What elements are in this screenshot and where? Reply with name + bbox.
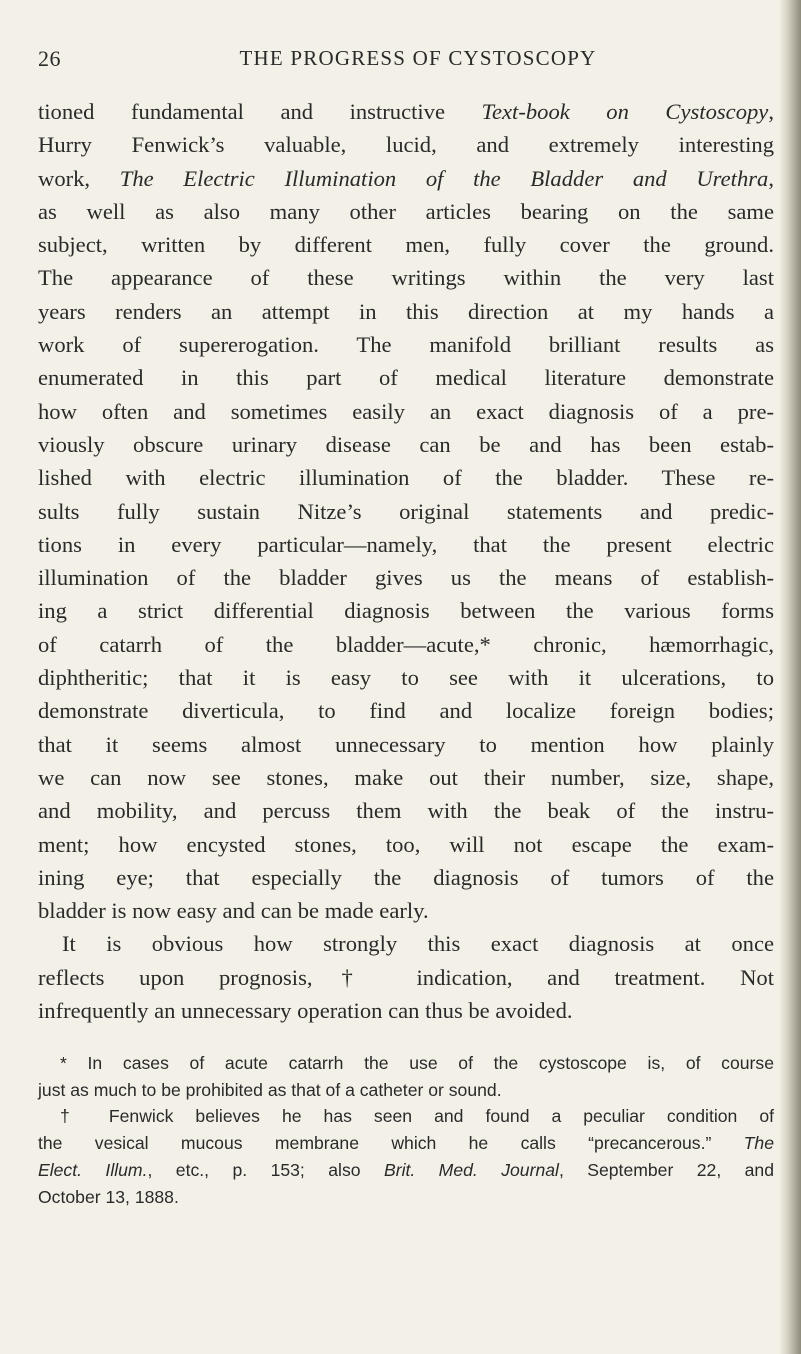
running-head: THE PROGRESS OF CYSTOSCOPY — [239, 46, 597, 70]
body-line: subject, written by different men, fully cover the ground. — [38, 232, 774, 258]
body-line: ing a strict differential diagnosis between the various forms — [38, 598, 774, 624]
italic-title: The — [743, 1133, 774, 1154]
page-header — [38, 46, 770, 78]
body-line: The appearance of these writings within the very last — [38, 265, 774, 291]
footnote-line: * In cases of acute catarrh the use of the cystoscope is, of course — [60, 1053, 774, 1073]
italic-title: Brit. Med. Journal — [383, 1159, 559, 1180]
body-line: tions in every particular—namely, that the present electric — [38, 531, 774, 557]
body-line: bladder is now easy and can be made early. — [38, 898, 429, 924]
body-line: work, The Electric Illumination of the Bladder and Urethra, — [38, 165, 774, 191]
body-line: of catarrh of the bladder—acute,* chronic, hæmorrhagic, — [38, 631, 774, 657]
body-line: how often and sometimes easily an exact diagnosis of a pre- — [38, 398, 774, 424]
body-line: reflects upon prognosis,† indication, and treatment. Not — [38, 964, 774, 990]
body-line: It is obvious how strongly this exact diagnosis at once — [62, 931, 774, 957]
body-line: lished with electric illumination of the bladder. These re- — [38, 465, 774, 491]
body-line: we can now see stones, make out their number, size, shape, — [38, 764, 774, 790]
body-line: and mobility, and percuss them with the beak of the instru- — [38, 798, 774, 824]
body-line: years renders an attempt in this direction at my hands a — [38, 298, 774, 324]
body-text — [38, 95, 774, 1027]
footnotes — [38, 1050, 774, 1210]
body-line: demonstrate diverticula, to find and localize foreign bodies; — [38, 698, 774, 724]
footnote-line: October 13, 1888. — [38, 1186, 179, 1207]
body-line: that it seems almost unnecessary to mention how plainly — [38, 731, 774, 757]
body-line: illumination of the bladder gives us the means of establish- — [38, 565, 774, 591]
body-line: viously obscure urinary disease can be and has been estab- — [38, 431, 774, 457]
body-line: Hurry Fenwick’s valuable, lucid, and extremely interesting — [38, 132, 774, 158]
page-edge-shadow — [779, 0, 801, 1354]
body-line: as well as also many other articles bearing on the same — [38, 198, 774, 224]
body-line: tioned fundamental and instructive Text-book on Cystoscopy, — [38, 99, 774, 124]
footnote-line: † Fenwick believes he has seen and found a peculiar condition of — [60, 1106, 774, 1127]
body-line: ment; how encysted stones, too, will not escape the exam- — [38, 831, 774, 857]
italic-title: The Electric Illumination of the Bladder and Urethra — [119, 165, 769, 191]
footnote-line: Elect. Illum., etc., p. 153; also Brit. Med. Journal, September 22, and — [38, 1159, 774, 1180]
italic-title: Text-book on Cystoscopy — [481, 99, 769, 124]
body-line: ining eye; that especially the diagnosis of tumors of the — [38, 864, 774, 890]
footnote-line: just as much to be prohibited as that of a catheter or sound. — [38, 1079, 502, 1100]
body-line: sults fully sustain Nitze’s original statements and predic- — [38, 498, 774, 524]
body-line: enumerated in this part of medical literature demonstrate — [38, 365, 774, 391]
footnote-line: the vesical mucous membrane which he calls “precancerous.” The — [38, 1133, 774, 1154]
body-line: infrequently an unnecessary operation can thus be avoided. — [38, 998, 573, 1024]
italic-title: Elect. Illum. — [38, 1159, 148, 1180]
body-line: diphtheritic; that it is easy to see with it ulcerations, to — [38, 665, 774, 691]
body-line: work of supererogation. The manifold brilliant results as — [38, 332, 774, 358]
page-number: 26 — [38, 46, 61, 71]
